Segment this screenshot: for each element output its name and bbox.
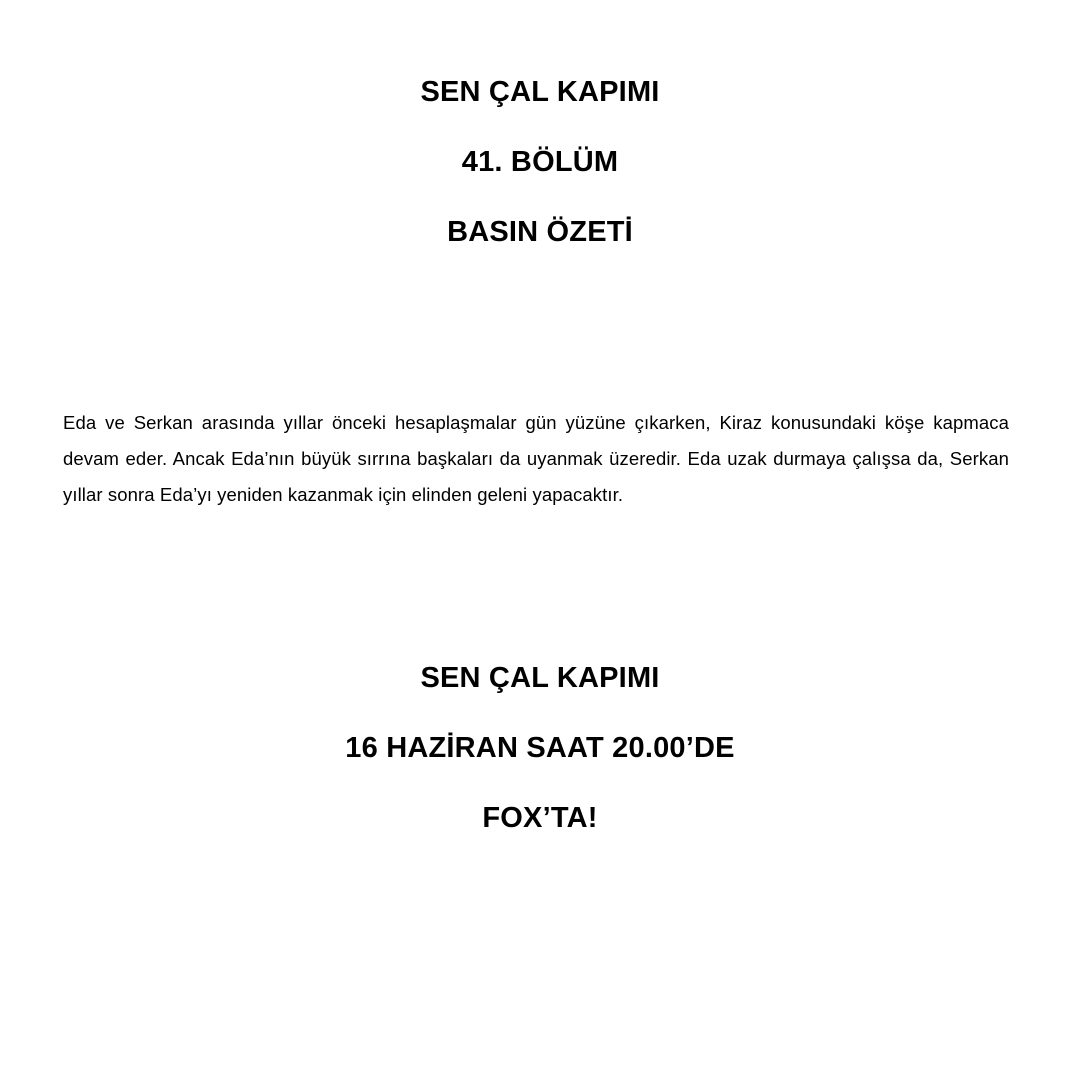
channel: FOX’TA!	[482, 802, 598, 834]
airdate: 16 HAZİRAN SAAT 20.00’DE	[345, 732, 735, 764]
document-type-title: BASIN ÖZETİ	[447, 216, 633, 248]
show-title: SEN ÇAL KAPIMI	[420, 76, 660, 108]
footer-show-title: SEN ÇAL KAPIMI	[420, 662, 660, 694]
episode-number: 41. BÖLÜM	[461, 146, 619, 178]
header-block	[0, 57, 1080, 267]
episode-summary: Eda ve Serkan arasında yıllar önceki hesaplaşmalar gün yüzüne çıkarken, Kiraz konusundaki köşe kapmaca devam eder. Ancak Eda’nın büyük sırrına başkaları da uyanmak üzeredir. Eda uzak durmaya çalışsa da, Serkan yıllar sonra Eda’yı yeniden kazanmak için elinden geleni yapacaktır.	[63, 411, 1009, 505]
footer-block	[0, 643, 1080, 853]
